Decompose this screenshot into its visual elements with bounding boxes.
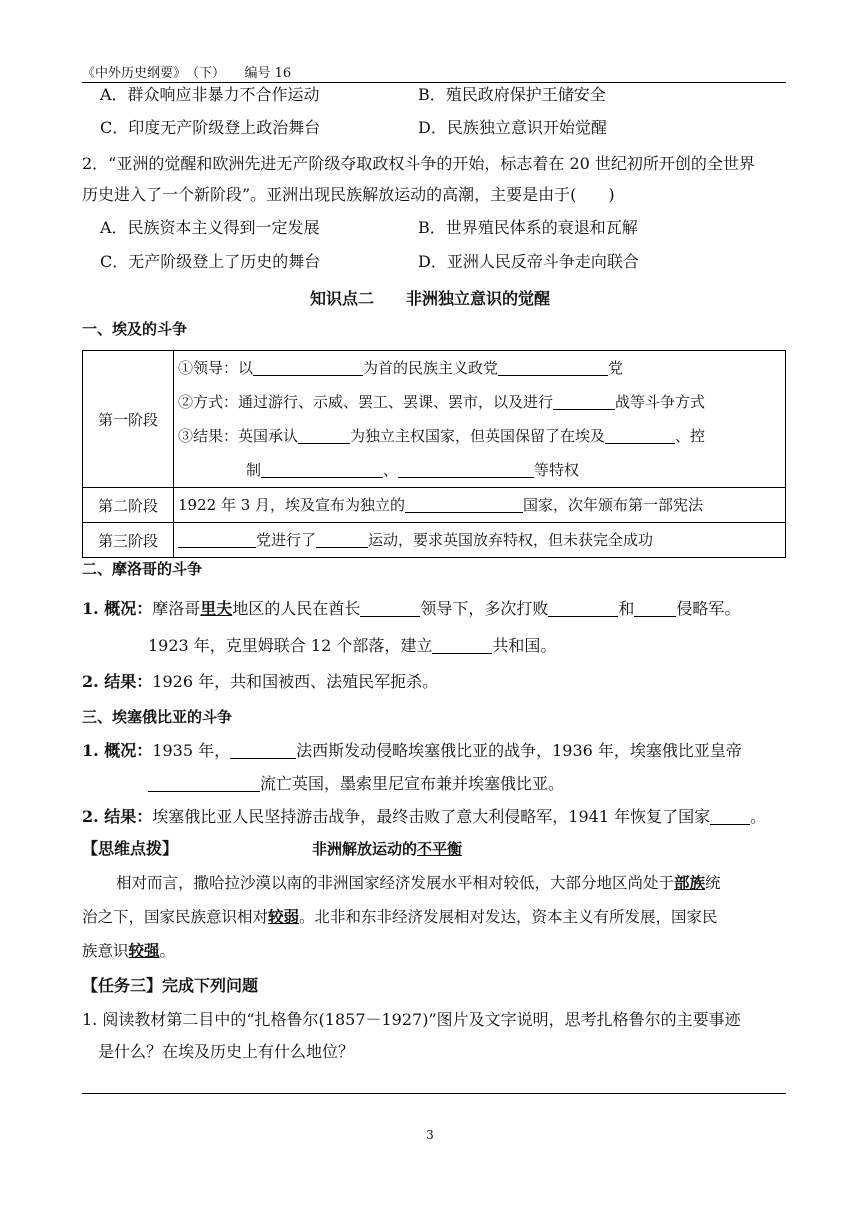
thinking-line1: 相对而言，撒哈拉沙漠以南的非洲国家经济发展水平相对较低，大部分地区尚处于部族统	[116, 873, 721, 892]
blank-field[interactable]	[710, 806, 750, 825]
blank-field[interactable]	[548, 598, 618, 617]
stage3-label: 第三阶段	[83, 523, 174, 558]
task-heading: 【任务三】完成下列问题	[82, 976, 259, 995]
page-header: 《中外历史纲要》 （下） 编号 16	[82, 66, 292, 81]
ethiopia-overview: 1. 概况：1935 年， 法西斯发动侵略埃塞俄比亚的战争，1936 年，埃塞俄比亚皇帝	[82, 741, 742, 760]
morocco-heading: 二、摩洛哥的斗争	[82, 560, 203, 578]
header-divider	[82, 82, 786, 83]
stage2-label: 第二阶段	[83, 488, 174, 523]
table-row	[83, 351, 786, 488]
blank-field[interactable]	[605, 425, 675, 444]
blank-field[interactable]	[498, 357, 608, 376]
stage1-content	[174, 351, 786, 488]
morocco-overview-2: 1923 年，克里姆联合 12 个部落，建立 共和国。	[148, 636, 557, 655]
stage3-content: 党进行了 运动，要求英国放弃特权，但未获完全成功	[174, 523, 786, 558]
blank-field[interactable]	[316, 529, 368, 548]
blank-field[interactable]	[261, 459, 383, 478]
ethiopia-heading: 三、埃塞俄比亚的斗争	[82, 708, 233, 726]
ethiopia-result: 2. 结果：埃塞俄比亚人民坚持游击战争，最终击败了意大利侵略军，1941 年恢复了国家 。	[82, 807, 767, 826]
blank-field[interactable]	[148, 773, 260, 792]
egypt-heading: 一、埃及的斗争	[82, 320, 188, 338]
table-row	[83, 488, 786, 523]
q1-option-a: A．群众响应非暴力不合作运动	[100, 85, 320, 104]
morocco-result: 2. 结果：1926 年，共和国被西、法殖民军扼杀。	[82, 672, 439, 691]
blank-field[interactable]	[298, 425, 350, 444]
q1-option-b: B．殖民政府保护王储安全	[418, 85, 606, 104]
task-q1-line1: 1. 阅读教材第二目中的“扎格鲁尔(1857－1927)”图片及文字说明，思考扎格鲁尔的主要事迹	[82, 1010, 741, 1029]
stage1-result-line: ③结果：英国承认 为独立主权国家，但英国保留了在埃及 、控	[178, 427, 706, 445]
section-title: 知识点二 非洲独立意识的觉醒	[309, 289, 550, 308]
stage1-label: 第一阶段	[83, 351, 174, 488]
blank-field[interactable]	[398, 459, 534, 478]
blank-field[interactable]	[230, 740, 296, 759]
blank-field[interactable]	[405, 494, 523, 513]
morocco-overview: 1. 概况：摩洛哥里夫地区的人民在酋长 领导下，多次打败 和 侵略军。	[82, 599, 741, 618]
stage2-content: 1922 年 3 月，埃及宣布为独立的 国家，次年颁布第一部宪法	[174, 488, 786, 523]
q1-option-c: C．印度无产阶级登上政治舞台	[100, 118, 321, 137]
thinking-line3: 族意识较强。	[82, 941, 176, 960]
blank-field[interactable]	[634, 598, 676, 617]
blank-field[interactable]	[360, 598, 420, 617]
thinking-line2: 治之下，国家民族意识相对较弱。北非和东非经济发展相对发达，资本主义有所发展，国家民	[82, 907, 718, 926]
q2-option-d: D．亚洲人民反帝斗争走向联合	[418, 252, 639, 271]
footer-divider	[82, 1093, 786, 1094]
task-q1-line2: 是什么？在埃及历史上有什么地位？	[98, 1042, 355, 1061]
thinking-label: 【思维点拨】	[82, 839, 179, 858]
stage1-result-line2: 制 、 等特权	[246, 461, 580, 479]
blank-field[interactable]	[178, 529, 256, 548]
page-number: 3	[426, 1128, 434, 1142]
thinking-title: 非洲解放运动的不平衡	[312, 840, 463, 858]
riff-emphasis: 里夫	[200, 599, 233, 618]
q2-stem-line2: 历史进入了一个新阶段”。亚洲出现民族解放运动的高潮，主要是由于( )	[82, 185, 615, 204]
blank-field[interactable]	[253, 357, 363, 376]
blank-field[interactable]	[553, 391, 615, 410]
egypt-stage-table	[82, 350, 786, 558]
stage1-leader-line: ①领导：以 为首的民族主义政党 党	[178, 359, 624, 377]
table-row	[83, 523, 786, 558]
ethiopia-overview-2: 流亡英国，墨索里尼宣布兼并埃塞俄比亚。	[148, 773, 564, 795]
q2-option-a: A．民族资本主义得到一定发展	[100, 218, 320, 237]
q1-option-d: D．民族独立意识开始觉醒	[418, 118, 607, 137]
stage1-method-line: ②方式：通过游行、示威、罢工、罢课、罢市，以及进行 战等斗争方式	[178, 393, 706, 411]
q2-option-c: C．无产阶级登上了历史的舞台	[100, 252, 321, 271]
q2-stem-line1: 2．“亚洲的觉醒和欧洲先进无产阶级夺取政权斗争的开始，标志着在 20 世纪初所开创的全世界	[82, 154, 755, 173]
q2-option-b: B．世界殖民体系的衰退和瓦解	[418, 218, 638, 237]
blank-field[interactable]	[432, 635, 492, 654]
